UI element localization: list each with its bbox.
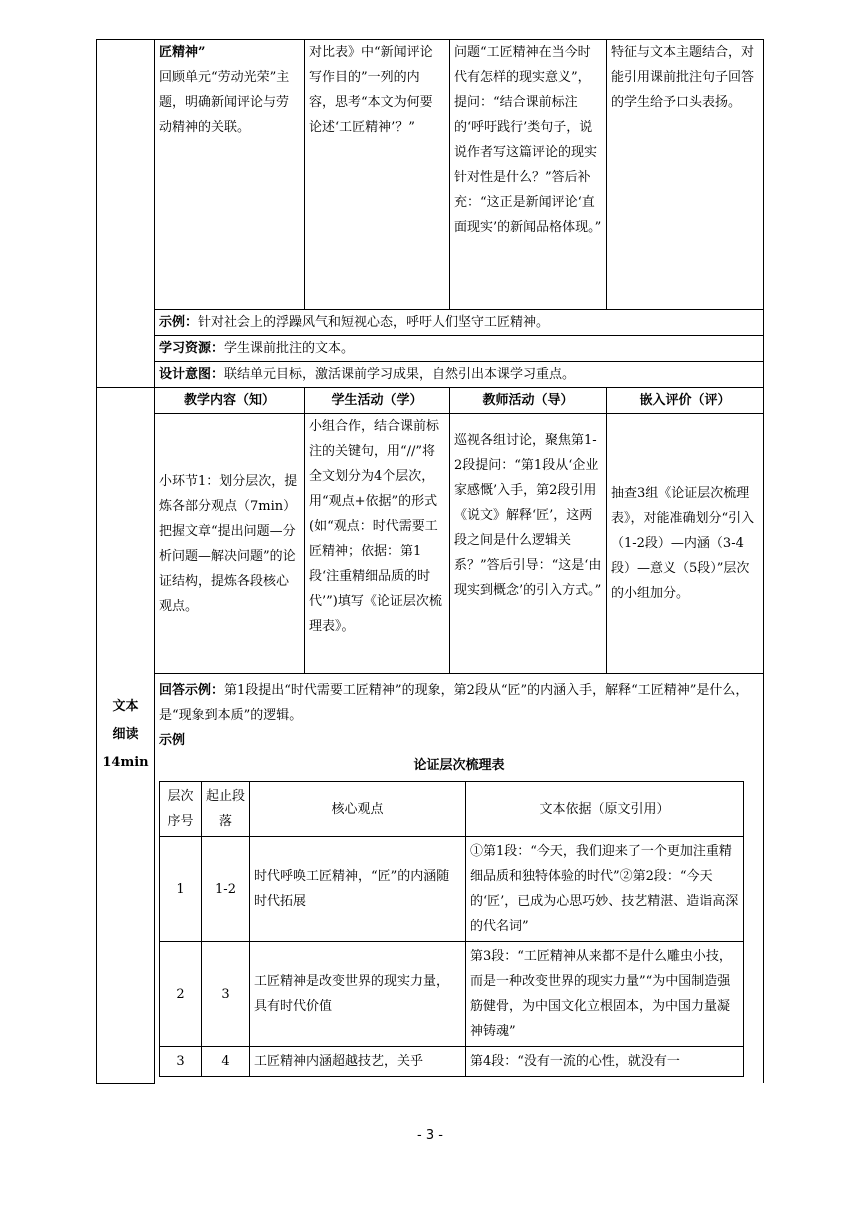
inner-header-point: 核心观点 — [250, 782, 466, 837]
inner-header-num: 层次序号 — [160, 782, 202, 837]
inner-point: 时代呼唤工匠精神，“匠”的内涵随时代拓展 — [250, 837, 466, 942]
evaluation-cell: 特征与文本主题结合，对能引用课前批注句子回答的学生给予口头表扬。 — [607, 40, 764, 310]
content-title: 匠精神” — [159, 45, 206, 60]
section-cell-empty — [97, 40, 155, 388]
inner-num: 2 — [160, 942, 202, 1047]
inner-evidence: ①第1段：“今天，我们迎来了一个更加注重精细品质和独特体验的时代”②第2段：“今天的‘匠’，已成为心思巧妙、技艺精湛、造诣高深的代名词” — [466, 837, 744, 942]
answer-row — [97, 674, 764, 1084]
header-student: 学生活动（学） — [305, 388, 450, 414]
resource-row — [97, 336, 764, 362]
header-teacher: 教师活动（导） — [450, 388, 607, 414]
header-row — [97, 388, 764, 414]
page-number: - 3 - — [417, 1128, 443, 1143]
inner-header-row — [160, 782, 744, 837]
inner-table-clip — [159, 781, 759, 1083]
inner-row — [160, 1047, 744, 1077]
continued-row — [97, 40, 764, 310]
inner-point: 工匠精神内涵超越技艺，关乎 — [250, 1047, 466, 1077]
resource-text: 学生课前批注的文本。 — [224, 341, 355, 356]
header-content: 教学内容（知） — [155, 388, 305, 414]
answer-text: 第1段提出“时代需要工匠精神”的现象，第2段从“匠”的内涵入手，解释“工匠精神”是什么，是“现象到本质”的逻辑。 — [159, 683, 749, 723]
section-label-cell — [97, 388, 155, 1084]
answer-block — [159, 678, 759, 728]
section-label-1: 文本 — [112, 699, 139, 715]
inner-table-title: 论证层次梳理表 — [413, 758, 505, 773]
inner-num: 1 — [160, 837, 202, 942]
teacher-cell: 问题“工匠精神在当今时代有怎样的现实意义”，提问：“结合课前标注的‘呼吁践行’类句子，说说作者写这篇评论的现实针对性是什么？”答后补充：“这正是新闻评论‘直面现实’的新闻品格体现。” — [450, 40, 607, 310]
content-cell — [155, 40, 305, 310]
resource-label: 学习资源： — [159, 341, 225, 356]
activity-teacher: 巡视各组讨论，聚焦第1-2段提问：“第1段从‘企业家感慨’入手，第2段引用《说文》解释‘匠’，这两段之间是什么逻辑关系？”答后引导：“这是‘由现实到概念’的引入方式。” — [450, 414, 607, 674]
inner-range: 1-2 — [202, 837, 250, 942]
inner-header-range: 起止段落 — [202, 782, 250, 837]
activity-student: 小组合作，结合课前标注的关键句，用“//”将全文划分为4个层次，用“观点+依据”的形式(如“观点：时代需要工匠精神；依据：第1段‘注重精细品质的时代’”)填写《论证层次梳理表》。 — [305, 414, 450, 674]
example-row — [97, 310, 764, 336]
header-evaluation: 嵌入评价（评） — [607, 388, 764, 414]
section-label-2: 细读 — [112, 727, 139, 743]
inner-row — [160, 942, 744, 1047]
activity-evaluation: 抽查3组《论证层次梳理表》，对能准确划分“引入（1-2段）—内涵（3-4段）—意义（5段）”层次的小组加分。 — [607, 414, 764, 674]
inner-evidence: 第3段：“工匠精神从来都不是什么雕虫小技，而是一种改变世界的现实力量”“为中国制造强筋健骨，为中国文化立根固本，为中国力量凝神铸魂” — [466, 942, 744, 1047]
intent-row — [97, 362, 764, 388]
intent-label: 设计意图： — [159, 367, 225, 382]
activity-row — [97, 414, 764, 674]
inner-header-evidence: 文本依据（原文引用） — [466, 782, 744, 837]
intent-text: 联结单元目标，激活课前学习成果，自然引出本课学习重点。 — [224, 367, 576, 382]
answer-label: 回答示例： — [159, 683, 225, 698]
lesson-plan-table — [96, 39, 764, 1084]
argument-structure-table — [159, 781, 744, 1077]
inner-point: 工匠精神是改变世界的现实力量，具有时代价值 — [250, 942, 466, 1047]
section-label-3: 14min — [102, 755, 149, 771]
example-heading: 示例 — [159, 733, 186, 748]
inner-range: 3 — [202, 942, 250, 1047]
inner-row — [160, 837, 744, 942]
inner-num: 3 — [160, 1047, 202, 1077]
student-cell: 对比表》中“新闻评论写作目的”一列的内容，思考“本文为何要论述‘工匠精神’？” — [305, 40, 450, 310]
inner-evidence: 第4段：“没有一流的心性，就没有一 — [466, 1047, 744, 1077]
content-text: 回顾单元“劳动光荣”主题，明确新闻评论与劳动精神的关联。 — [159, 70, 290, 135]
example-text: 针对社会上的浮躁风气和短视心态，呼吁人们坚守工匠精神。 — [198, 315, 550, 330]
inner-range: 4 — [202, 1047, 250, 1077]
activity-content: 小环节1：划分层次，提炼各部分观点（7min）把握文章“提出问题—分析问题—解决问题”的论证结构，提炼各段核心观点。 — [155, 414, 305, 674]
example-label: 示例： — [159, 315, 199, 330]
